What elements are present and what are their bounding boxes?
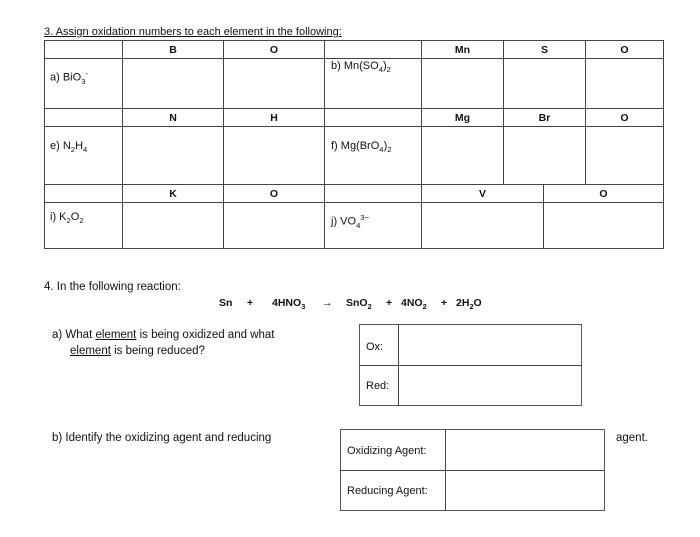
arrow-icon: → <box>322 297 333 309</box>
compound-vo4: j) $VO_4^{3-}$ <box>331 213 370 230</box>
part-b-trailing: agent. <box>616 432 648 444</box>
oxidizing-agent-label: Oxidizing Agent: <box>347 445 427 457</box>
header-o: O <box>269 188 279 200</box>
compound-mgbro42: f) $Mg(BrO_4)_2$ <box>331 140 392 155</box>
compound-k2o2: i) $K_2O_2$ <box>50 211 84 226</box>
header-v: V <box>478 188 486 200</box>
compound-mnso42: b) $Mn(SO_4)_2$ <box>331 60 391 75</box>
header-s: S <box>540 44 548 56</box>
header-mg: Mg <box>454 112 471 124</box>
header-mn: Mn <box>454 44 471 56</box>
ox-label: Ox: <box>366 341 384 353</box>
header-k: K <box>169 188 177 200</box>
header-h: H <box>270 112 278 124</box>
part-a-question: a) What element is being oxidized and what element is being reduced? <box>52 329 275 357</box>
q4-title: 4. In the following reaction: <box>44 281 181 293</box>
compound-n2h4: e) $N_2H_4$ <box>50 140 88 155</box>
header-n: N <box>169 112 177 124</box>
oxidizing-agent-field[interactable] <box>447 430 604 469</box>
header-o: O <box>599 188 608 200</box>
q3-title: 3. Assign oxidation numbers to each element in the following: <box>44 26 342 38</box>
header-o: O <box>269 44 279 56</box>
header-o: O <box>620 112 629 124</box>
reducing-agent-field[interactable] <box>447 471 604 510</box>
red-answer-field[interactable] <box>400 366 581 405</box>
red-label: Red: <box>366 380 390 392</box>
ox-answer-field[interactable] <box>400 325 581 364</box>
reducing-agent-label: Reducing Agent: <box>347 485 428 497</box>
compound-bio3: a) BiO$_3$- <box>50 69 89 86</box>
header-br: Br <box>538 112 551 124</box>
header-o: O <box>620 44 629 56</box>
part-b-question: b) Identify the oxidizing agent and reducing <box>52 432 272 444</box>
header-b: B <box>169 44 177 56</box>
